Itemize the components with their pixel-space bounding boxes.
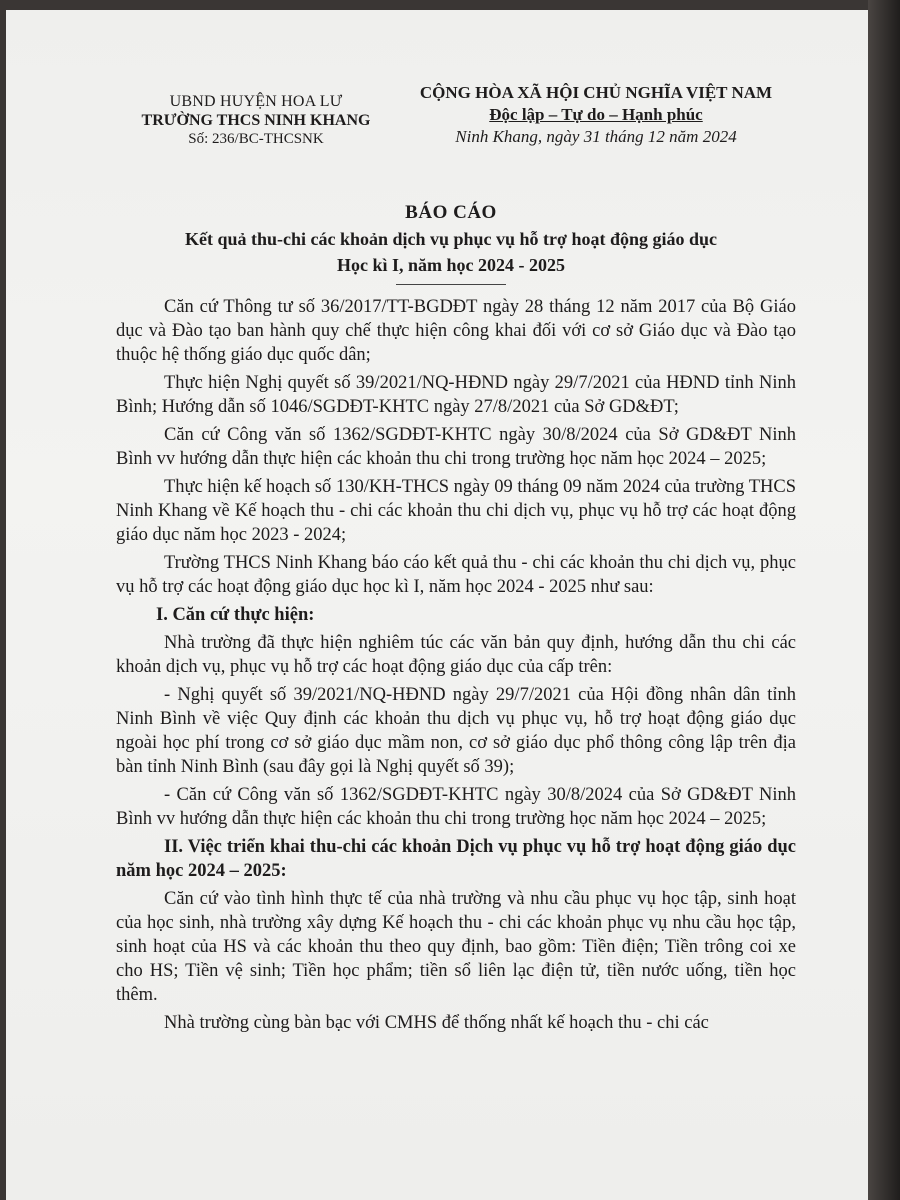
paragraph: Nhà trường đã thực hiện nghiêm túc các văn bản quy định, hướng dẫn thu chi các khoản dịch vụ, phục vụ hỗ trợ các hoạt động giáo dục của cấp trên: (116, 633, 796, 677)
document-date: Ninh Khang, ngày 31 tháng 12 năm 2024 (455, 127, 737, 146)
report-title-block (66, 200, 836, 285)
paragraph: Nhà trường cùng bàn bạc với CMHS để thống nhất kế hoạch thu - chi các (164, 1013, 709, 1033)
paragraph: Thực hiện kế hoạch số 130/KH-THCS ngày 09 tháng 09 năm 2024 của trường THCS Ninh Khang về Kế hoạch thu - chi các khoản thu chi dịch vụ, phục vụ hỗ trợ các hoạt động giáo dục năm học 2023 - 2024; (116, 477, 796, 545)
issuer-school: TRƯỜNG THCS NINH KHANG (141, 112, 371, 129)
title-divider (396, 284, 506, 285)
paragraph: Căn cứ Thông tư số 36/2017/TT-BGDĐT ngày 28 tháng 12 năm 2017 của Bộ Giáo dục và Đào tạo ban hành quy chế thực hiện công khai đối với cơ sở Giáo dục và Đào tạo thuộc hệ thống giáo dục quốc dân; (116, 297, 796, 365)
report-subtitle: Kết quả thu-chi các khoản dịch vụ phục vụ hỗ trợ hoạt động giáo dục (184, 229, 718, 249)
paragraph: - Nghị quyết số 39/2021/NQ-HĐND ngày 29/7/2021 của Hội đồng nhân dân tỉnh Ninh Bình về việc Quy định các khoản thu dịch vụ phục vụ, hỗ trợ hoạt động giáo dục ngoài học phí trong cơ sở giáo dục mầm non, cơ sở giáo dục phổ thông công lập trên địa bàn tỉnh Ninh Bình (sau đây gọi là Nghị quyết số 39); (116, 685, 796, 777)
national-header (396, 82, 796, 148)
background-edge (868, 0, 900, 1200)
issuer-unit: UBND HUYỆN HOA LƯ (169, 93, 343, 110)
document-number: Số: 236/BC-THCSNK (188, 131, 324, 147)
national-motto: Độc lập – Tự do – Hạnh phúc (489, 105, 703, 124)
paragraph: Thực hiện Nghị quyết số 39/2021/NQ-HĐND ngày 29/7/2021 của HĐND tỉnh Ninh Bình; Hướng dẫn số 1046/SGDĐT-KHTC ngày 27/8/2021 của Sở GD&ĐT; (116, 373, 796, 417)
report-body (116, 295, 796, 1039)
paragraph: Căn cứ vào tình hình thực tế của nhà trường và nhu cầu phục vụ học tập, sinh hoạt của học sinh, nhà trường xây dựng Kế hoạch thu - chi các khoản phục vụ nhu cầu học tập, sinh hoạt của HS và các khoản thu theo quy định, bao gồm: Tiền điện; Tiền trông coi xe cho HS; Tiền vệ sinh; Tiền học phẩm; tiền sổ liên lạc điện tử, tiền nước uống, tiền học thêm. (116, 889, 796, 1005)
paragraph: Căn cứ Công văn số 1362/SGDĐT-KHTC ngày 30/8/2024 của Sở GD&ĐT Ninh Bình vv hướng dẫn thực hiện các khoản thu chi trong trường học năm học 2024 – 2025; (116, 425, 796, 469)
section-heading-1: I. Căn cứ thực hiện: (156, 605, 315, 625)
report-title: BÁO CÁO (405, 202, 497, 223)
paragraph: - Căn cứ Công văn số 1362/SGDĐT-KHTC ngày 30/8/2024 của Sở GD&ĐT Ninh Bình vv hướng dẫn thực hiện các khoản thu chi trong trường học năm học 2024 – 2025; (116, 785, 796, 829)
section-heading-2: II. Việc triển khai thu-chi các khoản Dịch vụ phục vụ hỗ trợ hoạt động giáo dục năm học 2024 – 2025: (116, 837, 796, 881)
issuer-header (136, 92, 376, 149)
paragraph: Trường THCS Ninh Khang báo cáo kết quả thu - chi các khoản thu chi dịch vụ, phục vụ hỗ trợ các hoạt động giáo dục học kì I, năm học 2024 - 2025 như sau: (116, 553, 796, 597)
report-period: Học kì I, năm học 2024 - 2025 (336, 255, 565, 275)
national-title: CỘNG HÒA XÃ HỘI CHỦ NGHĨA VIỆT NAM (419, 83, 773, 102)
document-page (6, 10, 868, 1200)
